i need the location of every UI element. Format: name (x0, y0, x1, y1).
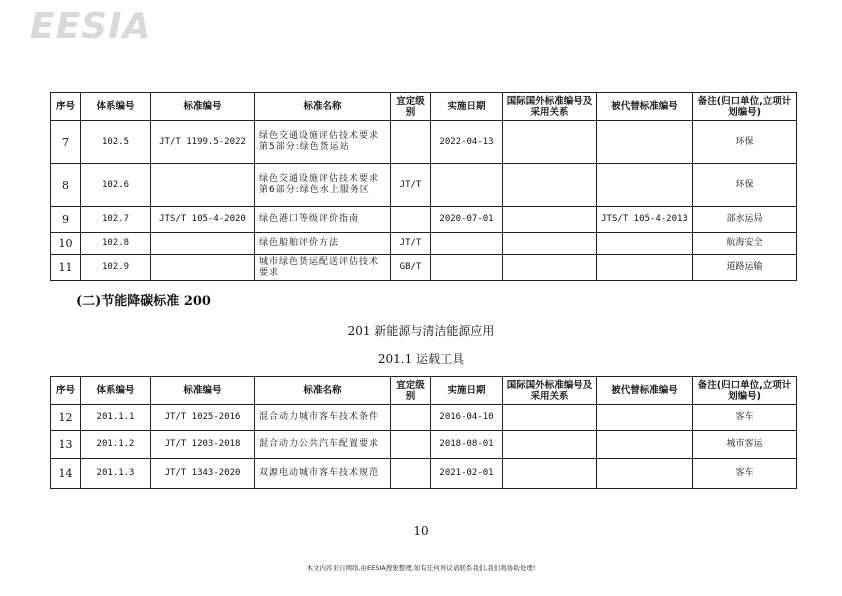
cell-seq: 13 (51, 431, 81, 459)
cell-remark: 部水运局 (693, 207, 797, 233)
cell-seq: 11 (51, 255, 81, 281)
header-date: 实施日期 (431, 377, 503, 405)
cell-replaced: JTS/T 105-4-2013 (597, 207, 693, 233)
cell-standard-name: 绿色交通设施评估技术要求 第5部分:绿色货运站 (255, 121, 391, 164)
cell-replaced (597, 459, 693, 489)
cell-standard-name: 双源电动城市客车技术规范 (255, 459, 391, 489)
cell-intl (503, 233, 597, 255)
section-title: (二)节能降碳标准 200 (76, 294, 211, 309)
subsection-title-201-1: 201.1 运载工具 (377, 352, 465, 366)
cell-date (431, 255, 503, 281)
cell-standard-name: 城市绿色货运配送评估技术要求 (255, 255, 391, 281)
header-intl: 国际国外标准编号及采用关系 (503, 377, 597, 405)
header-replaced: 被代替标准编号 (597, 377, 693, 405)
cell-remark: 客车 (693, 459, 797, 489)
header-system-code: 体系编号 (81, 377, 151, 405)
cell-level: GB/T (391, 255, 431, 281)
table-row (51, 207, 797, 233)
header-standard-name: 标准名称 (255, 377, 391, 405)
header-remark: 备注(归口单位,立项计划编号) (693, 377, 797, 405)
table-row (51, 405, 797, 431)
header-seq: 序号 (51, 377, 81, 405)
cell-replaced (597, 255, 693, 281)
cell-standard-code (151, 233, 255, 255)
cell-seq: 7 (51, 121, 81, 164)
cell-date (431, 164, 503, 207)
cell-level (391, 459, 431, 489)
header-replaced: 被代替标准编号 (597, 93, 693, 121)
header-intl: 国际国外标准编号及采用关系 (503, 93, 597, 121)
cell-standard-code: JT/T 1025-2016 (151, 405, 255, 431)
footer-disclaimer: 本文内容来自网络,由EESIA搜集整理,如有任何异议请联系我们,我们将协助处理! (306, 564, 536, 572)
cell-standard-name: 混合动力公共汽车配置要求 (255, 431, 391, 459)
header-standard-code: 标准编号 (151, 93, 255, 121)
header-date: 实施日期 (431, 93, 503, 121)
cell-standard-code (151, 164, 255, 207)
cell-system-code: 102.7 (81, 207, 151, 233)
cell-standard-code: JT/T 1203-2018 (151, 431, 255, 459)
cell-remark: 客车 (693, 405, 797, 431)
page-number: 10 (413, 524, 429, 538)
cell-seq: 12 (51, 405, 81, 431)
eesia-watermark-logo: EESIA (30, 6, 152, 47)
cell-date: 2016-04-10 (431, 405, 503, 431)
header-level: 宜定级别 (391, 377, 431, 405)
cell-date: 2020-07-01 (431, 207, 503, 233)
header-system-code: 体系编号 (81, 93, 151, 121)
cell-system-code: 201.1.1 (81, 405, 151, 431)
cell-replaced (597, 405, 693, 431)
cell-remark: 航海安全 (693, 233, 797, 255)
cell-system-code: 102.6 (81, 164, 151, 207)
table-header-row (51, 93, 797, 121)
cell-intl (503, 431, 597, 459)
cell-system-code: 102.5 (81, 121, 151, 164)
cell-standard-code (151, 255, 255, 281)
cell-intl (503, 121, 597, 164)
cell-level (391, 431, 431, 459)
cell-remark: 道路运输 (693, 255, 797, 281)
standards-table-2 (50, 376, 797, 489)
header-seq: 序号 (51, 93, 81, 121)
table-row (51, 459, 797, 489)
cell-remark: 城市客运 (693, 431, 797, 459)
header-level: 宜定级别 (391, 93, 431, 121)
table-row (51, 255, 797, 281)
table-row (51, 431, 797, 459)
table-header-row (51, 377, 797, 405)
cell-level: JT/T (391, 164, 431, 207)
cell-seq: 9 (51, 207, 81, 233)
cell-level: JT/T (391, 233, 431, 255)
cell-replaced (597, 164, 693, 207)
header-standard-name: 标准名称 (255, 93, 391, 121)
table-row (51, 121, 797, 164)
cell-standard-name: 绿色交通设施评估技术要求 第6部分:绿色水上服务区 (255, 164, 391, 207)
cell-level (391, 405, 431, 431)
cell-system-code: 102.9 (81, 255, 151, 281)
cell-intl (503, 207, 597, 233)
cell-system-code: 102.8 (81, 233, 151, 255)
cell-system-code: 201.1.2 (81, 431, 151, 459)
cell-intl (503, 459, 597, 489)
cell-standard-code: JT/T 1199.5-2022 (151, 121, 255, 164)
cell-system-code: 201.1.3 (81, 459, 151, 489)
cell-intl (503, 164, 597, 207)
cell-remark: 环保 (693, 121, 797, 164)
cell-remark: 环保 (693, 164, 797, 207)
cell-intl (503, 405, 597, 431)
cell-date: 2022-04-13 (431, 121, 503, 164)
cell-standard-name: 绿色港口等级评价指南 (255, 207, 391, 233)
cell-date (431, 233, 503, 255)
cell-replaced (597, 121, 693, 164)
standards-table-1 (50, 92, 797, 281)
cell-standard-code: JTS/T 105-4-2020 (151, 207, 255, 233)
cell-level (391, 207, 431, 233)
cell-seq: 8 (51, 164, 81, 207)
cell-intl (503, 255, 597, 281)
table-row (51, 164, 797, 207)
cell-seq: 10 (51, 233, 81, 255)
subsection-title-201: 201 新能源与清洁能源应用 (347, 324, 495, 338)
cell-standard-name: 绿色船舶评价方法 (255, 233, 391, 255)
header-remark: 备注(归口单位,立项计划编号) (693, 93, 797, 121)
cell-seq: 14 (51, 459, 81, 489)
cell-date: 2018-08-01 (431, 431, 503, 459)
cell-standard-code: JT/T 1343-2020 (151, 459, 255, 489)
header-standard-code: 标准编号 (151, 377, 255, 405)
cell-replaced (597, 233, 693, 255)
cell-date: 2021-02-01 (431, 459, 503, 489)
cell-level (391, 121, 431, 164)
table-row (51, 233, 797, 255)
cell-replaced (597, 431, 693, 459)
cell-standard-name: 混合动力城市客车技术条件 (255, 405, 391, 431)
